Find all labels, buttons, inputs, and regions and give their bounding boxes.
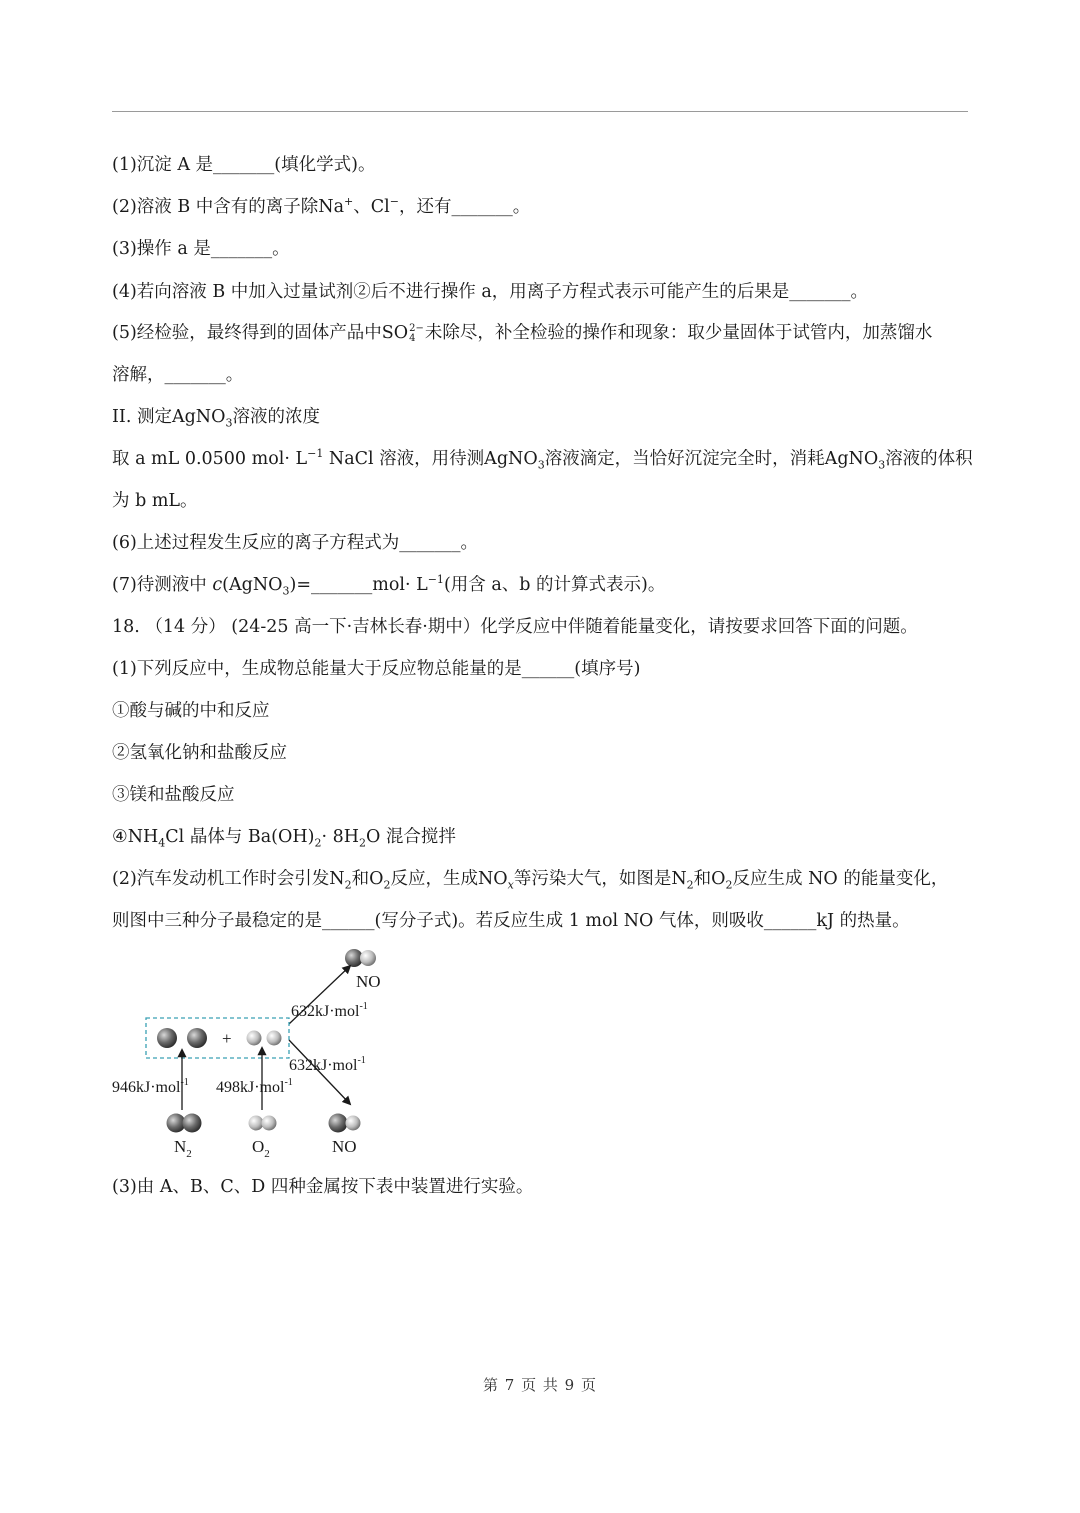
sub-question-2: (2)汽车发动机工作时会引发$N_2$和$O_2$反应，生成$NO_x$等污染大气，如图是$N_2$和$O_2$反应生成 NO 的能量变化，: [112, 869, 949, 892]
energy-diagram: [104, 940, 404, 1165]
sub-question-2-cont: 则图中三种分子最稳定的是______(写分子式)。若反应生成 1 mol NO 气体，则吸收______kJ 的热量。: [112, 911, 910, 931]
procedure-text-cont: 为 b mL。: [112, 491, 198, 511]
o2-molecule: [249, 1116, 277, 1131]
option-4: $④NH_4Cl$ 晶体与 $Ba(OH)_2\cdot 8H_2O$ 混合搅拌: [112, 827, 456, 850]
sub-question-1: (1)下列反应中，生成物总能量大于反应物总能量的是______(填序号): [112, 659, 641, 679]
oxygen-atoms: [247, 1031, 282, 1046]
question-4: (4)若向溶液 B 中加入过量试剂②后不进行操作 a，用离子方程式表示可能产生的后果是_______。: [112, 282, 869, 302]
no-label-top: NO: [356, 972, 381, 991]
plus-sign: +: [222, 1029, 232, 1048]
question-7: (7)待测液中 c(AgNO$_3$)=_______mol· $L^{-1}$(用含 a、b 的计算式表示)。: [112, 573, 666, 598]
energy-label-n2: 946kJ·mol$^{-1}$: [112, 1077, 189, 1096]
question-5-cont: 溶解，_______。: [112, 365, 244, 385]
question-3: (3)操作 a 是_______。: [112, 239, 290, 259]
top-rule: [112, 111, 968, 112]
question-18-heading: 18. （14 分） (24-25 高一下·吉林长春·期中）化学反应中伴随着能量变化，请按要求回答下面的问题。: [112, 617, 918, 637]
o2-label: $O_2$: [252, 1137, 270, 1160]
no-molecule-top: [345, 949, 376, 967]
question-5: (5)经检验，最终得到的固体产品中SO 2− 4 未除尽，补全检验的操作和现象：取少量固体于试管内，加蒸馏水: [112, 322, 933, 344]
question-2: (2)溶液 B 中含有的离子除Na+、Cl−，还有_______。: [112, 195, 531, 217]
nitrogen-atoms: [157, 1028, 207, 1048]
question-6: (6)上述过程发生反应的离子方程式为_______。: [112, 533, 479, 553]
option-3: ③镁和盐酸反应: [112, 785, 235, 805]
energy-label-bottom: 632kJ·mol$^{-1}$: [289, 1055, 366, 1074]
option-2: ②氢氧化钠和盐酸反应: [112, 743, 287, 763]
energy-label-o2: 498kJ·mol$^{-1}$: [216, 1077, 293, 1096]
no-molecule-bottom: [329, 1114, 361, 1133]
page-footer: 第 7 页 共 9 页: [483, 1376, 597, 1394]
option-1: ①酸与碱的中和反应: [112, 701, 270, 721]
question-1: (1)沉淀 A 是_______(填化学式)。: [112, 155, 376, 175]
no-label-bottom: NO: [332, 1137, 357, 1156]
energy-label-top: 632kJ·mol$^{-1}$: [291, 1001, 368, 1020]
n2-molecule: [167, 1114, 202, 1133]
n2-label: $N_2$: [174, 1137, 192, 1160]
procedure-text: 取 a mL 0.0500 $mol\cdot L^{-1}$ NaCl 溶液，用待测AgNO$_3$溶液滴定，当恰好沉淀完全时，消耗AgNO$_3$溶液的体积: [112, 447, 973, 472]
sub-question-3: (3)由 A、B、C、D 四种金属按下表中装置进行实验。: [112, 1177, 534, 1197]
section-ii-heading: II. 测定AgNO$_3$溶液的浓度: [112, 407, 320, 430]
